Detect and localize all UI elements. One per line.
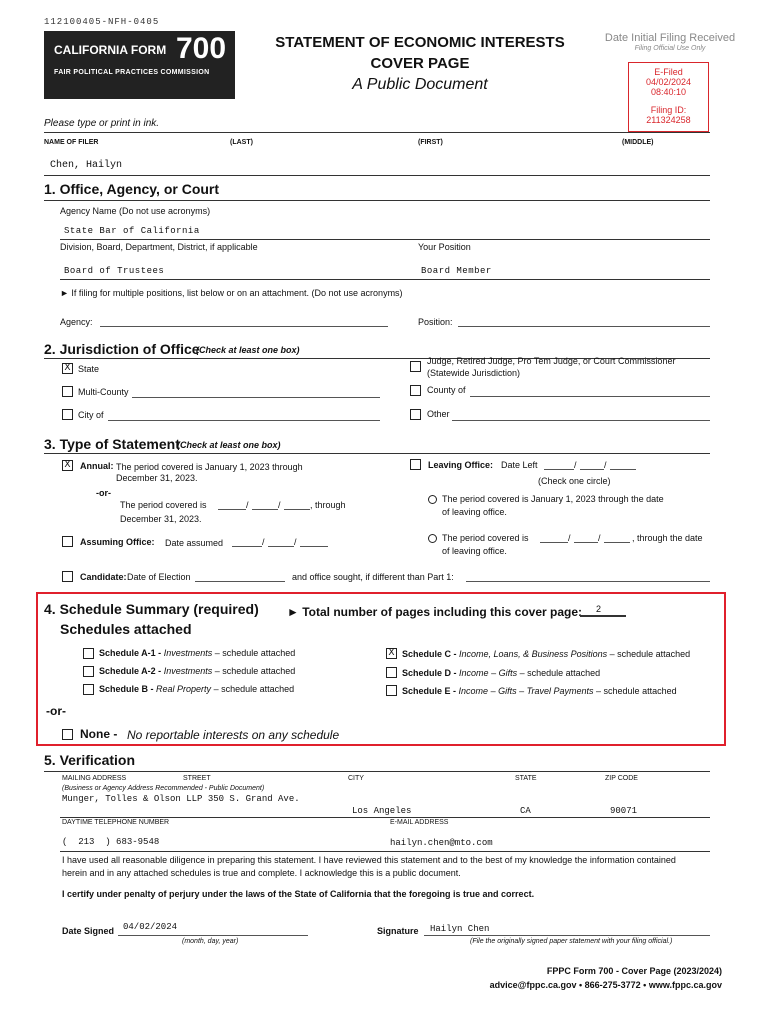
- schedule-c-checkbox[interactable]: X: [386, 648, 397, 659]
- leaving-option1-radio[interactable]: [428, 495, 437, 504]
- other-label: Other: [427, 409, 450, 419]
- multicounty-field[interactable]: [132, 397, 380, 398]
- name-of-filer-label: NAME OF FILER: [44, 139, 99, 146]
- agency-name-field[interactable]: State Bar of California: [64, 226, 200, 236]
- check-one-circle: (Check one circle): [538, 476, 611, 486]
- judge-checkbox[interactable]: [410, 361, 421, 372]
- signature-field[interactable]: Hailyn Chen: [430, 924, 490, 934]
- annual-text-2: December 31, 2023.: [116, 473, 198, 483]
- county-field[interactable]: [470, 396, 710, 397]
- date-election-field[interactable]: [195, 581, 285, 582]
- schedule-c-desc: Income, Loans, & Business Positions: [459, 649, 608, 659]
- document-id: 112100405-NFH-0405: [44, 17, 160, 27]
- section4-title: 4. Schedule Summary (required): [44, 601, 259, 617]
- schedule-b-code: Schedule B -: [99, 684, 154, 694]
- assuming-office-checkbox[interactable]: [62, 536, 73, 547]
- street-field[interactable]: Munger, Tolles & Olson LLP 350 S. Grand Ave.: [62, 794, 300, 804]
- candidate-label: Candidate:: [80, 572, 127, 582]
- phone-label: DAYTIME TELEPHONE NUMBER: [62, 819, 170, 826]
- city-field[interactable]: [108, 420, 380, 421]
- annual-label: Annual:: [80, 461, 114, 471]
- street-label: STREET: [183, 775, 211, 782]
- phone-area-code: 213: [78, 837, 95, 847]
- leaving-office-label: Leaving Office:: [428, 460, 494, 470]
- zip-field[interactable]: 90071: [610, 806, 638, 816]
- mailing-note: (Business or Agency Address Recommended - Public Document): [62, 785, 265, 792]
- section3-title: 3. Type of Statement: [44, 436, 180, 452]
- schedule-e-sep: –: [490, 686, 496, 696]
- date-assumed-label: Date assumed: [165, 538, 224, 548]
- schedule-e-desc: Income: [458, 686, 489, 696]
- schedule-a2-desc: Investments: [163, 666, 213, 676]
- position-field[interactable]: Board Member: [421, 266, 492, 276]
- position2-field[interactable]: [458, 326, 710, 327]
- other-field[interactable]: [452, 420, 710, 421]
- form-subtitle: COVER PAGE: [370, 55, 470, 72]
- section2-title: 2. Jurisdiction of Office: [44, 341, 200, 357]
- stamp-efiled: E-Filed: [654, 67, 683, 77]
- date-left-label: Date Left: [501, 460, 538, 470]
- schedule-a2-code: Schedule A-2 -: [99, 666, 162, 676]
- schedules-attached-label: Schedules attached: [60, 621, 192, 637]
- last-label: (LAST): [230, 139, 253, 146]
- candidate-checkbox[interactable]: [62, 571, 73, 582]
- footer-contact: advice@fppc.ca.gov • 866-275-3772 • www.fppc.ca.gov: [489, 980, 722, 990]
- leaving-option2-text-2: of leaving office.: [442, 546, 507, 556]
- schedule-d-desc: Income: [459, 668, 489, 678]
- phone-close-paren: ): [105, 837, 111, 847]
- diligence-statement: I have used all reasonable diligence in preparing this statement. I have reviewed this statement and to the best of my knowledge the information contained: [62, 855, 676, 865]
- judge-label-2: (Statewide Jurisdiction): [427, 368, 521, 378]
- schedule-b-label: [99, 684, 294, 694]
- period-text-1: The period covered is: [120, 500, 207, 510]
- schedule-d-tail: – schedule attached: [519, 668, 601, 678]
- schedule-d-sep: –: [491, 668, 497, 678]
- total-pages-label: ► Total number of pages including this cover page:: [287, 605, 583, 619]
- none-label: None -: [80, 727, 118, 741]
- schedule-d-desc2: Gifts: [498, 668, 518, 678]
- period-text-through: , through: [310, 500, 346, 510]
- commission-name: FAIR POLITICAL PRACTICES COMMISSION: [54, 69, 210, 76]
- form-badge: [44, 31, 235, 99]
- city-field[interactable]: Los Angeles: [352, 806, 412, 816]
- section5-title: 5. Verification: [44, 752, 136, 768]
- county-label: County of: [427, 385, 466, 395]
- schedule-a1-desc: Investments: [163, 648, 213, 658]
- middle-label: (MIDDLE): [622, 139, 654, 146]
- section2-subtitle: (Check at least one box): [196, 345, 300, 355]
- schedule-c-code: Schedule C -: [402, 649, 457, 659]
- schedule-e-desc2: Gifts: [498, 686, 517, 696]
- schedule-a1-tail: – schedule attached: [214, 648, 296, 658]
- position2-label: Position:: [418, 317, 453, 327]
- date-election-label: Date of Election: [127, 572, 191, 582]
- division-label: Division, Board, Department, District, if applicable: [60, 242, 258, 252]
- office-sought-field[interactable]: [466, 581, 710, 582]
- footer-form-id: FPPC Form 700 - Cover Page (2023/2024): [546, 966, 722, 976]
- city-label: City of: [78, 410, 104, 420]
- annual-text-1: The period covered is January 1, 2023 through: [116, 462, 303, 472]
- multiple-positions-note: ► If filing for multiple positions, list below or on an attachment. (Do not use acronyms): [60, 288, 403, 298]
- email-label: E-MAIL ADDRESS: [390, 819, 449, 826]
- filer-name-field[interactable]: Chen, Hailyn: [50, 160, 123, 171]
- judge-label: Judge, Retired Judge, Pro Tem Judge, or Court Commissioner: [427, 356, 676, 366]
- multicounty-checkbox[interactable]: [62, 386, 73, 397]
- leaving-option2-text: The period covered is: [442, 533, 529, 543]
- leaving-option1-text-2: of leaving office.: [442, 507, 507, 517]
- total-pages-field[interactable]: 2: [596, 604, 602, 614]
- multicounty-label: Multi-County: [78, 387, 129, 397]
- diligence-statement-2: herein and in any attached schedules is true and complete. I acknowledge this is a public document.: [62, 868, 461, 878]
- signature-label: Signature: [377, 926, 419, 936]
- date-signed-label: Date Signed: [62, 926, 115, 936]
- period-text-2: December 31, 2023.: [120, 514, 202, 524]
- your-position-label: Your Position: [418, 242, 471, 252]
- state-label: State: [78, 364, 100, 374]
- leaving-option1-text: The period covered is January 1, 2023 through the date: [442, 494, 664, 504]
- city-checkbox[interactable]: [62, 409, 73, 420]
- form-number: 700: [176, 32, 227, 65]
- phone-field[interactable]: [62, 837, 159, 847]
- none-checkbox[interactable]: [62, 729, 73, 740]
- schedule-e-desc3: Travel Payments: [526, 686, 594, 696]
- schedule-b-checkbox[interactable]: [83, 684, 94, 695]
- date-format-note: (month, day, year): [182, 938, 239, 945]
- stamp-time: 08:40:10: [650, 87, 687, 97]
- phone-number: 683-9548: [116, 837, 160, 847]
- signature-note: (File the originally signed paper statement with your filing official.): [470, 938, 673, 945]
- stamp-date: 04/02/2024: [645, 77, 692, 87]
- schedule-a1-checkbox[interactable]: [83, 648, 94, 659]
- county-checkbox[interactable]: [410, 385, 421, 396]
- first-label: (FIRST): [418, 139, 443, 146]
- or-text-3: -or-: [96, 488, 111, 498]
- division-field[interactable]: Board of Trustees: [64, 266, 165, 276]
- or-text-4: -or-: [46, 704, 66, 718]
- schedule-b-tail: – schedule attached: [213, 684, 295, 694]
- mailing-address-label: MAILING ADDRESS: [62, 775, 127, 782]
- phone-open-paren: (: [62, 837, 68, 847]
- certify-statement: I certify under penalty of perjury under the laws of the State of California that the foregoing is true and correct.: [62, 889, 535, 899]
- schedule-a2-tail: – schedule attached: [214, 666, 296, 676]
- form-label: CALIFORNIA FORM: [54, 43, 167, 57]
- schedule-a1-code: Schedule A-1 -: [99, 648, 162, 658]
- schedule-e-sep2: –: [519, 686, 525, 696]
- agency-name-label: Agency Name (Do not use acronyms): [60, 206, 211, 216]
- email-field[interactable]: hailyn.chen@mto.com: [390, 838, 493, 848]
- schedule-d-checkbox[interactable]: [386, 667, 397, 678]
- section1-title: 1. Office, Agency, or Court: [44, 181, 220, 197]
- filing-received-label: Date Initial Filing Received: [604, 32, 736, 44]
- office-sought-label: and office sought, if different than Part 1:: [292, 572, 454, 582]
- leaving-office-checkbox[interactable]: [410, 459, 421, 470]
- schedule-a1-label: [99, 648, 295, 658]
- form-title: STATEMENT OF ECONOMIC INTERESTS: [275, 34, 565, 51]
- agency2-field[interactable]: [100, 326, 388, 327]
- state-address-label: STATE: [515, 775, 537, 782]
- schedule-c-label: [402, 649, 690, 659]
- schedule-e-tail: – schedule attached: [596, 686, 677, 696]
- annual-checkbox[interactable]: X: [62, 460, 73, 471]
- none-description: No reportable interests on any schedule: [127, 728, 340, 742]
- schedule-e-checkbox[interactable]: [386, 685, 397, 696]
- schedule-a2-checkbox[interactable]: [83, 666, 94, 677]
- schedule-d-label: [402, 668, 600, 678]
- leaving-option2-through: , through the date: [632, 533, 703, 543]
- efiled-stamp: [628, 62, 709, 132]
- state-field[interactable]: CA: [520, 806, 531, 816]
- schedule-e-code: Schedule E -: [402, 686, 457, 696]
- agency2-label: Agency:: [60, 317, 93, 327]
- state-checkbox[interactable]: X: [62, 363, 73, 374]
- city-address-label: CITY: [348, 775, 364, 782]
- leaving-option2-radio[interactable]: [428, 534, 437, 543]
- schedule-c-tail: – schedule attached: [609, 649, 691, 659]
- schedule-e-label: [402, 686, 677, 696]
- date-signed-field[interactable]: 04/02/2024: [123, 922, 178, 932]
- instructions: Please type or print in ink.: [44, 118, 160, 129]
- schedule-a2-label: [99, 666, 295, 676]
- zip-label: ZIP CODE: [605, 775, 638, 782]
- schedule-d-code: Schedule D -: [402, 668, 457, 678]
- section3-subtitle: (Check at least one box): [177, 440, 281, 450]
- other-checkbox[interactable]: [410, 409, 421, 420]
- schedule-b-desc: Real Property: [156, 684, 212, 694]
- official-use-label: Filing Official Use Only: [634, 45, 706, 52]
- stamp-filing-id-label: Filing ID:: [650, 105, 687, 115]
- assuming-office-label: Assuming Office:: [80, 537, 155, 547]
- public-document-label: A Public Document: [352, 76, 488, 93]
- stamp-filing-id: 211324258: [646, 115, 691, 125]
